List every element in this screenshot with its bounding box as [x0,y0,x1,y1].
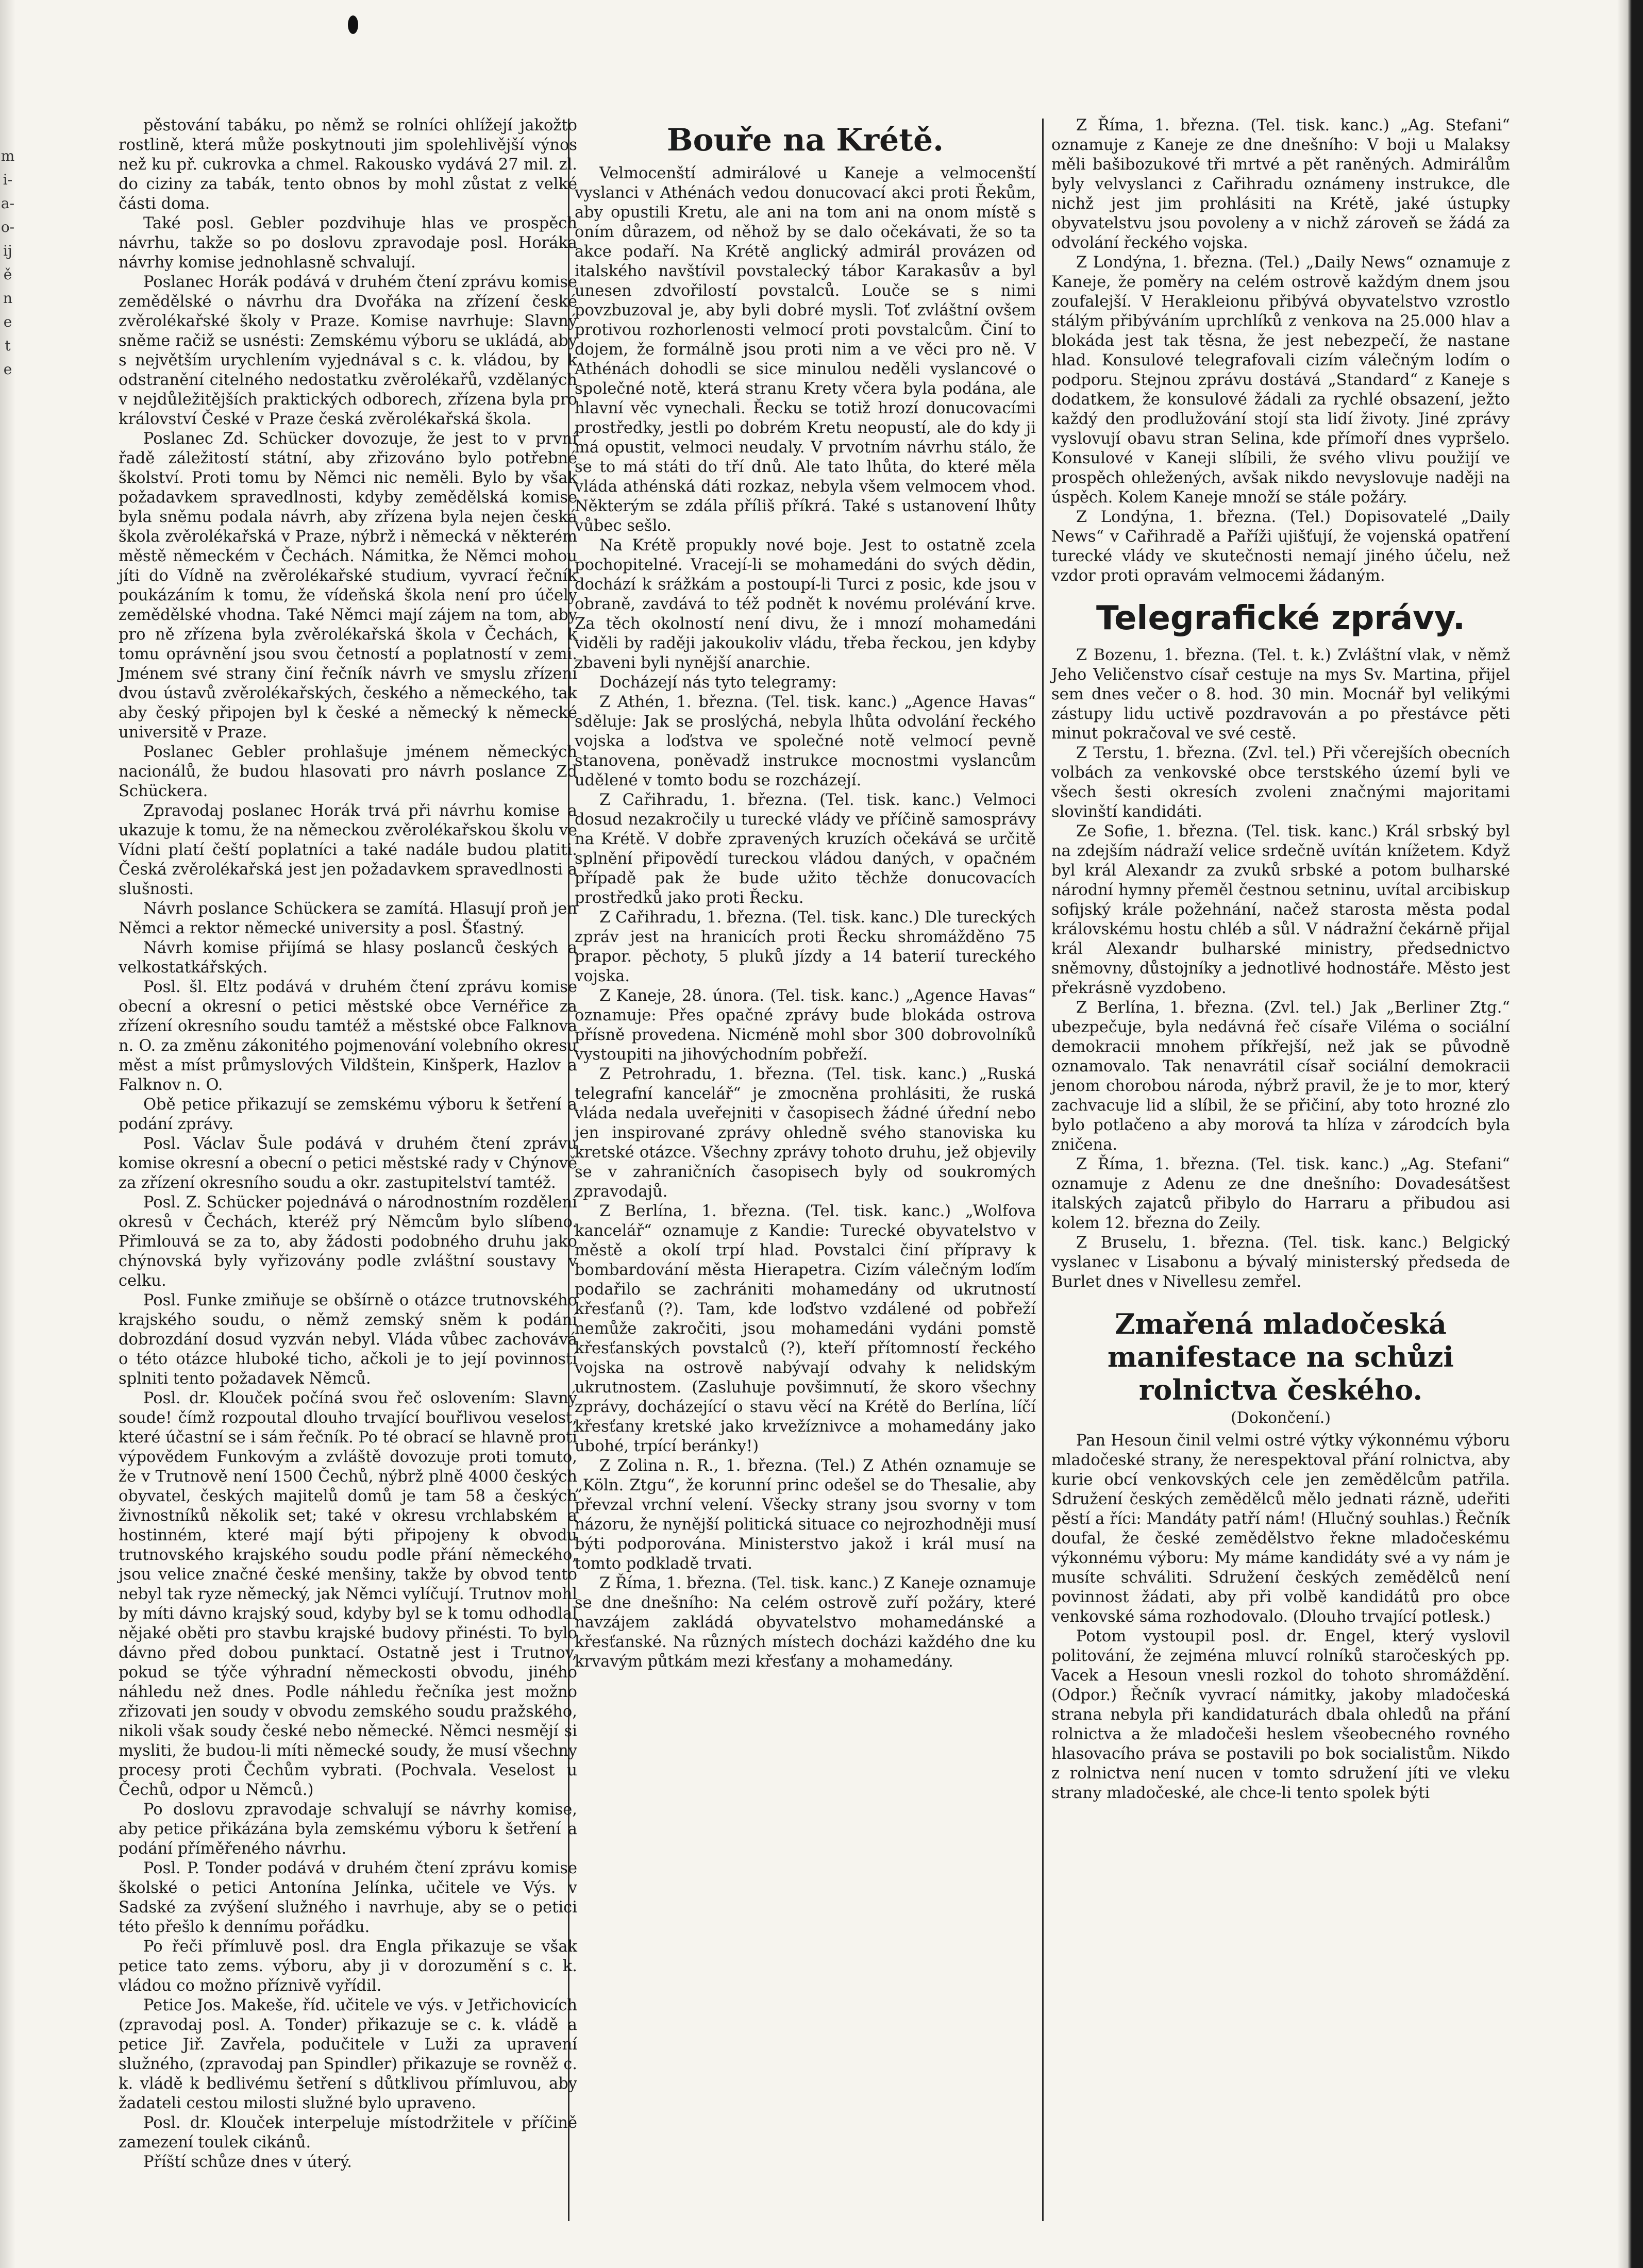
column-crete-article [575,124,1036,1672]
punch-hole-mark [348,15,358,34]
margin-fragment-line: n [3,290,13,307]
telegram-paragraph: Z Bruselu, 1. března. (Tel. tisk. kanc.) Belgický vyslanec v Lisabonu a bývalý ministerský předseda de Burlet dnes v Nivellesu zemřel. [1051,1234,1510,1291]
telegram-paragraph: Z Londýna, 1. března. (Tel.) „Daily News“ oznamuje z Kaneje, že poměry na celém ostrově každým dnem jsou zoufalejší. V Herakleionu přibývá obyvatelstvo vzrostlo stálým přibýváním uprchlíků z venkova na 25.000 hlav a blokáda jest tak těsna, že jest nebezpečí, že nastane hlad. Konsulové telegrafovali cizím válečným lodím o podporu. Stejnou zprávu dostává „Standard“ z Kaneje s dodatkem, že konsulové žádali za rychlé obsazení, ježto každý den prodlužování stojí sta lidí životy. Jiné zprávy vyslovují obavu stran Selina, kde přímoří dnes vypršelo. Konsulové v Kaneji slíbili, že svého vlivu použijí ve prospěch ohležených, avšak nikdo nevyslovuje naději na úspěch. Kolem Kaneje množí se stále požáry. [1051,254,1510,507]
margin-fragment-line: e [3,313,12,330]
margin-fragment-line: o- [1,219,15,236]
telegram-paragraph: Z Terstu, 1. března. (Zvl. tel.) Při včerejších obecních volbách za venkovské obce terstského území byli ve všech šesti okresích zvoleni značnými majoritami slovinští kandidáti. [1051,744,1510,821]
crete-paragraph: Na Krétě propukly nové boje. Jest to ostatně zcela pochopitelné. Vracejí-li se mohamedáni do svých dědin, dochází k srážkám a postoupí-li Turci z posic, kde jsou v obraně, zavdává to též podnět k novému prolévání krve. Za těch okolností není divu, že i mnozí mohamedáni viděli by raději jakoukoliv vládu, třeba řeckou, jen kdyby zbaveni byli nynější anarchie. [575,536,1036,672]
article-title-crete: Bouře na Krétě. [666,122,944,158]
telegram-paragraph: Z Říma, 1. března. (Tel. tisk. kanc.) „Ag. Stefani“ oznamuje z Kaneje ze dne dnešního: V boji u Malaksy měli bašibozukové tři mrtvé a pět raněných. Admirálům byly velvyslanci z Cařihradu oznámeny instrukce, dle nichž jest jim prohlásiti na Krétě, jaké ústupky obyvatelstvu jsou povoleny a v nichž zároveň se žádá za odvolání řeckého vojska. [1051,116,1510,252]
column-parliament-report [119,116,577,2172]
margin-fragment-line: ij [3,242,12,259]
crete-paragraph: Docházejí nás tyto telegramy: [599,674,837,692]
parliament-paragraph: Posl. dr. Klouček interpeluje místodržitele v příčině zamezení toulek cikánů. [119,2114,577,2152]
crete-paragraph: Z Říma, 1. března. (Tel. tisk. kanc.) Z Kaneje oznamuje se dne dnešního: Na celém ostrově zuří požáry, které navzájem zakládá obyvatelstvo mohamedánské a křesťanské. Na různých místech docházi každého dne ku krvavým půtkám mezi křesťany a mohamedány. [575,1574,1036,1671]
parliament-paragraph: Posl. Funke zmiňuje se obšírně o otázce trutnovského krajského soudu, o němž zemský sněm k podání dobrozdání dosud vyzván nebyl. Vláda vůbec zachovává o této otázce hluboké ticho, ačkoli je to její povinností splniti tento požadavek Němců. [119,1291,577,1388]
telegram-paragraph: Z Londýna, 1. března. (Tel.) Dopisovatelé „Daily News“ v Cařihradě a Paříži ujišťují, že vojenská opatření turecké vlády ve skutečnosti nemají jiného účelu, než vzdor proti opravám velmocemi žádaným. [1051,508,1510,585]
margin-fragment-line: ě [3,266,12,283]
column-rule-right [1042,119,1044,2221]
crete-paragraph: Z Kaneje, 28. února. (Tel. tisk. kanc.) „Agence Havas“ oznamuje: Přes opačné zprávy bude blokáda ostrova přísně provedena. Nicméně mohl sbor 300 dobrovolníků vystoupiti na jihovýchodním pobřeží. [575,987,1036,1064]
parliament-paragraph: Zpravodaj poslanec Horák trvá při návrhu komise a ukazuje k tomu, že na německou zvěrolékařskou školu ve Vídni platí čeští poplatníci a také nadále budou platiti. Česká zvěrolékařská jest jen požadavkem spravedlnosti a slušnosti. [119,802,577,898]
parliament-paragraph: Poslanec Horák podává v druhém čtení zprávu komise zemědělské o návrhu dra Dvořáka na zřízení české zvěrolékařské školy v Praze. Komise navrhuje: Slavný sněme račiž se usnésti: Zemskému výboru se ukládá, aby s největším urychlením vyjednával s c. k. vládou, by k odstranění citelného nedostatku zvěrolékařů, vzdělaných v nejdůležitějších praktických odborech, zřízena byla pro království České v Praze česká zvěrolékařská škola. [119,273,577,428]
telegrams-continued [1051,116,1510,586]
margin-fragment-line: a- [1,195,15,212]
parliament-paragraph: Po řeči přímluvě posl. dra Engla přikazuje se však petice tato zems. výboru, aby ji v dorozumění s c. k. vládou co možno příznivě vyřídil. [119,1938,577,1995]
parliament-paragraph: Posl. Z. Schücker pojednává o národnostním rozdělení okresů v Čechách, kteréž prý Němcům bylo slíbeno. Přimlouvá se za to, aby žádosti podobného druhu jako chýnovská byly vyřizovány podle zvláštní soustavy v celku. [119,1194,577,1290]
parliament-paragraph: Posl. dr. Klouček počíná svou řeč oslovením: Slavný soude! čímž rozpoutal dlouho trvající bouřlivou veselost, které účastní se i sám řečník. Po té obrací se hlavně proti výpovědem Funkovým a zvláště dovozuje proti tomuto, že v Trutnově není 1500 Čechů, nýbrž plně 4000 českých obyvatel, českých majitelů domů je tam 58 a českých živnostníků několik set; také v okresu vrchlabském a hostinném, které mají býti připojeny k obvodu trutnovského krajského soudu podle přání německého, jsou velice značné české menšiny, takže by obvod tento nebyl tak ryze německý, jak Němci vylíčují. Trutnov mohl by míti dávno krajský soud, kdyby byl se k tomu odhodlal nějaké oběti pro stavbu krajské budovy přinésti. To bylo dávno před dobou punktací. Ostatně jest i Trutnov, pokud se týče výhradní německosti obvodu, jiného náhledu než dnes. Podle náhledu řečníka jest možno zřizovati jen soudy v obvodu zemského soudu pražského, nikoli však soudy české nebo německé. Němci nesmějí si mysliti, že budou-li míti německé soudy, že musí všechny procesy proti Čechům vybrati. (Pochvala. Veselost u Čechů, odpor u Němců.) [119,1389,577,1799]
article-body-crete [575,164,1036,1672]
parliament-paragraph: Poslanec Gebler prohlašuje jménem německých nacionálů, že budou hlasovati pro návrh poslance Zd Schückera. [119,743,577,800]
margin-fragment-line: i- [3,171,13,188]
parliament-paragraph: Obě petice přikazují se zemskému výboru k šetření a podání zprávy. [119,1096,577,1133]
section-title-telegrams: Telegrafické zprávy. [1096,599,1466,637]
parliament-paragraph: Posl. Václav Šule podává v druhém čtení zprávu komise okresní a obecní o petici městské rady v Chýnově za zřízení okresního soudu a okr. zastupitelství tamtéž. [119,1135,577,1192]
crete-paragraph: Z Athén, 1. března. (Tel. tisk. kanc.) „Agence Havas“ sděluje: Jak se proslýchá, nebyla lhůta odvolání řeckého vojska a loďstva ve společné notě velmocí pevně stanovena, poněvadž instrukce mocnostmi vyslancům udělené v tomto bodu se rozcházejí. [575,693,1036,789]
margin-fragment-line: e [3,361,12,378]
article-title-manifestation: Zmařená mladočeská manifestace na schůzi rolnictva českého. [1108,1307,1454,1406]
telegram-paragraph: Ze Sofie, 1. března. (Tel. tisk. kanc.) Král srbský byl na zdejším nádraží velice srdečně uvítán knížetem. Když byl král Alexandr za zvuků srbské a potom bulharské národní hymny přeměl čestnou setninu, uvítal arcibiskup sofijský krále požehnání, načež starosta města podal královskému hostu chléb a sůl. V nádražní čekárně přijal král Alexandr bulharské ministry, předsednictvo sněmovny, důstojníky a jednotlivé hodnostáře. Město jest překrásně vyzdobeno. [1051,822,1510,997]
telegram-paragraph: Z Bozenu, 1. března. (Tel. t. k.) Zvláštní vlak, v němž Jeho Veličenstvo císař cestuje na mys Sv. Martina, přijel sem dnes večer o 8. hod. 30 min. Mocnář byl velikými zástupy lidu uctivě pozdravován a po přestávce pěti minut pokračoval ve své cestě. [1051,646,1510,743]
manifestation-paragraph: Potom vystoupil posl. dr. Engel, který vyslovil politování, že zejména mluvcí rolníků staročeských pp. Vacek a Hesoun vnesli rozkol do tohoto shromáždění. (Odpor.) Řečník vyvrací námitky, jakoby mladočeská strana nebyla při kandidaturách dbala ohledů na přání rolnictva a že mladočeši heslem všeobecného rovného hlasovacího práva se postavili po bok socialistům. Nikdo z rolnictva není nucen v tomto sdružení jíti ve vleku strany mladočeské, ale chce-li tento spolek býti [1051,1627,1510,1802]
manifestation-paragraph: Pan Hesoun činil velmi ostré výtky výkonnému výboru mladočeské strany, že nerespektoval přání rolnictva, aby kurie obcí venkovských cele jen zemědělcům patřila. Sdružení českých zemědělců mělo jednati rázně, udeřiti pěstí a říci: Mandáty patří nám! (Hlučný souhlas.) Řečník doufal, že české zemědělstvo řekne mladočeskému výkonnému výboru: My máme kandidáty své a vy nám je musíte schváliti. Sdružení českých zemědělců není povinnost žádati, aby při volbě kandidátů pro obce venkovské sáma rozhodovalo. (Dlouho trvající potlesk.) [1051,1432,1510,1626]
parliament-paragraph: Také posl. Gebler pozdvihuje hlas ve prospěch návrhu, takže so po doslovu zpravodaje posl. Horáka návrhy komise jednohlasně schvalují. [119,214,577,272]
margin-text-fragment [0,144,15,381]
parliament-paragraph: pěstování tabáku, po němž se rolníci ohlížejí jakožto rostlině, která může poskytnouti jim spolehlivější výnos než ku př. cukrovka a chmel. Rakousko vydává 27 mil. zl. do ciziny za tabák, tento obnos by mohl zůstat z velké části doma. [119,116,577,213]
parliament-paragraph: Návrh komise přijímá se hlasy poslanců českých a velkostatkářských. [119,939,577,977]
crete-paragraph: Z Zolina n. R., 1. března. (Tel.) Z Athén oznamuje se „Köln. Ztgu“, že korunní princ odešel se do Thesalie, aby převzal vrchní velení. Všecky strany jsou svorny v tom názoru, že nynější politická situace co nejrozhodněji musí býti podporována. Ministerstvo jakož i král musí na tomto podkladě trvati. [575,1457,1036,1573]
scan-edge-right [1617,0,1643,2268]
parliament-paragraph: Návrh poslance Schückera se zamítá. Hlasují proň jen Němci a rektor německé university a posl. Šťastný. [119,900,577,937]
parliament-paragraph: Petice Jos. Makeše, říd. učitele ve výs. v Jetřichovicích (zpravodaj posl. A. Tonder) přikazuje se c. k. vládě a petice Jiř. Zavřela, podučitele v Luži za upravení služného, (zpravodaj pan Spindler) přikazuje se rovněž c. k. vládě k bedlivému šetření s důtklivou přímluvou, aby žadateli cestou milosti služné bylo upraveno. [119,1996,577,2112]
telegram-paragraph: Z Říma, 1. března. (Tel. tisk. kanc.) „Ag. Stefani“ oznamuje z Adenu ze dne dnešního: Dovadesátšest italských zajatců přibylo do Harraru a přibudou asi kolem 12. března do Zeily. [1051,1155,1510,1232]
margin-fragment-line: t [5,337,11,354]
parliament-paragraph: Poslanec Zd. Schücker dovozuje, že jest to v první řadě záležitostí státní, aby zřizováno bylo potřebné školství. Proti tomu by Němci nic neměli. Bylo by však požadavkem spravedlnosti, kdyby zemědělská komise byla sněmu podala návrh, aby zřízena byla nejen česká škola zvěrolékařská v Praze, nýbrž i německá v některém městě německém v Čechách. Námitka, že Němci mohou jíti do Vídně na zvěrolékařské studium, vyvrací řečník poukázáním k tomu, že vídeňská škola není pro účely zemědělské vhodna. Také Němci mají zájem na tom, aby pro ně zřízena byla zvěrolékařská škola v Čechách, k tomu oprávnění jsou svou četností a poplatností v zemi. Jménem své strany činí řečník návrh ve smyslu zřízení dvou ústavů zvěrolékařských, českého a německého, tak aby český připojen byl k české a německý k německé universitě v Praze. [119,430,577,742]
parliament-paragraph: Po doslovu zpravodaje schvalují se návrhy komise, aby petice přikázána byla zemskému výboru k šetření a podání příměřeného návrhu. [119,1801,577,1858]
crete-paragraph: Velmocenští admirálové u Kaneje a velmocenští vyslanci v Athénách vedou donucovací akci proti Řekům, aby opustili Kretu, ale ani na tom ani na onom místě s oním důrazem, od něhož by se dalo očekávati, že so ta akce podaří. Na Krétě anglický admirál provázen od italského navštívil povstalecký tábor Karakasův a byl unesen zdvořilostí povstalců. Louče se s nimi povzbuzoval je, aby byli dobré mysli. Toť zvláštní ovšem protivou rozhorlenosti velmocí proti povstalcům. Činí to dojem, že formálně jsou proti nim a ve věci pro ně. V Athénách dohodli se sice minulou neděli vyslancové o společné notě, která stranu Krety včera byla podána, ale hlavní věc vynechali. Řecku se totiž hrozí donucovacími prostředky, jestli po dobrém Kretu neopustí, ale do kdy ji má opustit, velmoci neudaly. V prvotním návrhu stálo, že se to má státi do tří dnů. Ale tato lhůta, do které měla vláda athénská dáti rozkaz, nebyla všem velmocem vhod. Některým se zdála příliš příkrá. Také s ustanovení lhůty vůbec sešlo. [575,164,1036,535]
column-telegrams [1051,116,1510,1803]
parliament-paragraph: Posl. P. Tonder podává v druhém čtení zprávu komise školské o petici Antonína Jelínka, učitele ve Výs. v Sadské za zvýšení služného i navrhuje, aby se o petici této přešlo k dennímu pořádku. [119,1859,577,1936]
margin-fragment-line: m [1,147,15,164]
crete-paragraph: Z Petrohradu, 1. března. (Tel. tisk. kanc.) „Ruská telegrafní kancelář“ je zmocněna prohlásiti, že ruská vláda nedala uveřejniti v časopisech žádné úřední nebo jen inspirované zprávy ohledně svého stanoviska ku kretské otázce. Všechny zprávy tohoto druhu, jež objevily se v zahraničních časopisech byly od soukromých zpravodajů. [575,1065,1036,1201]
article-body-manifestation [1051,1431,1510,1803]
telegrams-body [1051,646,1510,1292]
crete-paragraph: Z Berlína, 1. března. (Tel. tisk. kanc.) „Wolfova kancelář“ oznamuje z Kandie: Turecké obyvatelstvo v městě a okolí trpí hlad. Povstalci činí přípravy k bombardování města Hierapetra. Cizím válečným loďím podařilo se zachrániti mohamedány od ukrutností křesťanů (?). Tam, kde loďstvo vzdálené od pobřeží nemůže zakročiti, jsou mohamedáni vydáni pomstě křesťanských povstalců (?), kteří přítomností řeckého vojska na ostrově nabývají odvahy k nelidským ukrutnostem. (Zasluhuje povšimnutí, že skoro všechny zprávy, docházející o stavu věcí na Krétě do Berlína, líčí křesťany kretské jako krvežíznivce a mohamedány jako ubohé, trpící beránky!) [575,1202,1036,1455]
crete-paragraph: Z Cařihradu, 1. března. (Tel. tisk. kanc.) Dle tureckých zpráv jest na hranicích proti Řecku shromážděno 75 prapor. pěchoty, 5 pluků jízdy a 14 baterií tureckého vojska. [575,909,1036,985]
crete-paragraph: Z Cařihradu, 1. března. (Tel. tisk. kanc.) Velmoci dosud nezakročily u turecké vlády ve příčině samosprávy na Krétě. V dobře zpravených kruzích očekává se určitě splnění připovědí tureckou vládou daných, v opačném případě pak že bude užito těchže donucovacích prostředků jako proti Řecku. [575,791,1036,907]
parliament-paragraph: Posl. šl. Eltz podává v druhém čtení zprávu komise obecní a okresní o petici městské obce Vernéřice za zřízení okresního soudu tamtéž a městské obce Falknova n. O. za změnu zákonitého pojmenování volebního okresu měst a míst průmyslových Vildštein, Kinšperk, Hazlov a Falknov n. O. [119,978,577,1094]
parliament-paragraph: Příští schůze dnes v úterý. [143,2153,352,2171]
article-subtitle-continued: (Dokončení.) [1230,1409,1331,1427]
telegram-paragraph: Z Berlína, 1. března. (Zvl. tel.) Jak „Berliner Ztg.“ ubezpečuje, byla nedávná řeč císaře Viléma o sociální demokracii mnohem příkřejší, než jak se původně oznamovalo. Tak nenavrátil císař sociální demokracii jenom chorobou národa, nýbrž pravil, že je to mor, který zachvacuje lid a slíbil, že se přičiní, aby toto hrozné zlo bylo potlačeno a aby morová ta hlíza v zárodcích byla zničena. [1051,999,1510,1154]
